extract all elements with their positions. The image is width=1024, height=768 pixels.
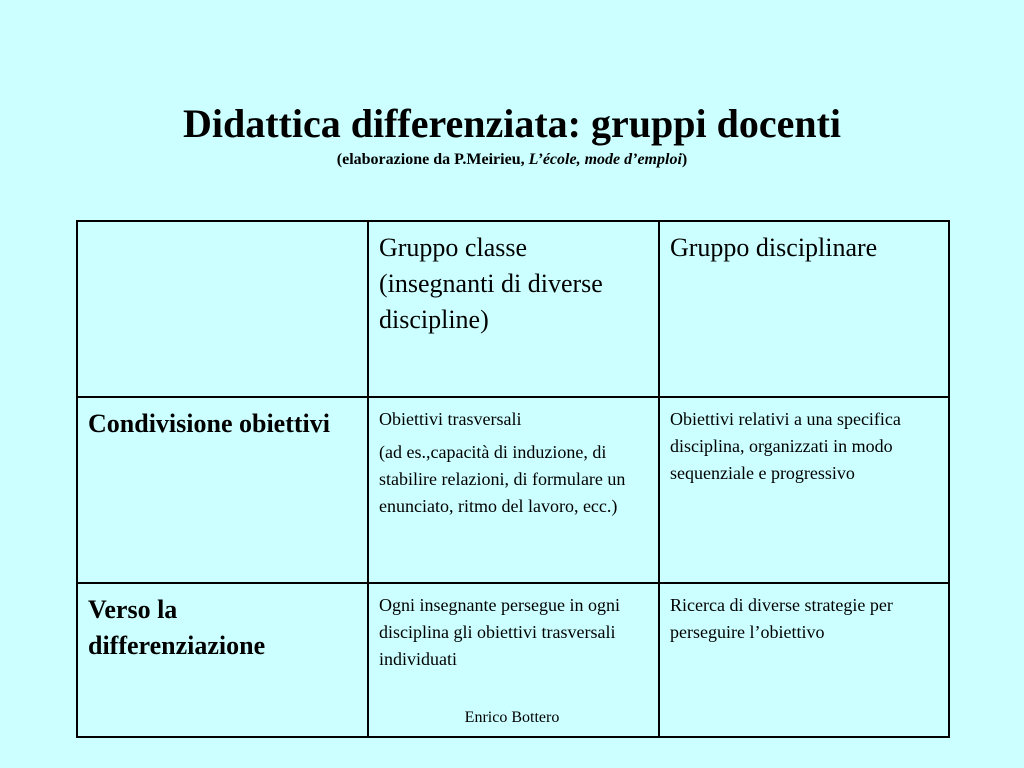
subtitle-text: elaborazione da P.Meirieu, [342, 151, 529, 168]
header-gruppo-classe-text: Gruppo classe (insegnanti di diverse discipline) [379, 233, 603, 334]
cell-text-ricerca-strategie: Ricerca di diverse strategie per perseguire l’obiettivo [670, 595, 893, 642]
row-label-differenziazione: Verso la differenziazione [88, 595, 266, 660]
table-row [77, 397, 949, 583]
cell-text-ogni-insegnante: Ogni insegnante persegue in ogni disciplina gli obiettivi trasversali individuati [379, 595, 620, 669]
cell-gruppo-disciplinare [659, 583, 949, 737]
comparison-table [76, 220, 950, 738]
cell-text-obiettivi-trasversali: Obiettivi trasversali [379, 409, 522, 429]
slide-subtitle [0, 150, 1024, 170]
row-label-cell [77, 583, 368, 737]
slide-title: Didattica differenziata: gruppi docenti [182, 101, 842, 146]
subtitle-italic-title: L’école, mode d’emploi [528, 151, 682, 168]
table-header-row [77, 221, 949, 397]
cell-text-obiettivi-relativi: Obiettivi relativi a una specifica disciplina, organizzati in modo sequenziale e progressivo [670, 409, 901, 483]
header-gruppo-classe [368, 221, 659, 397]
cell-gruppo-disciplinare [659, 397, 949, 583]
row-label-cell [77, 397, 368, 583]
header-corner-cell [77, 221, 368, 397]
cell-text-esempi: (ad es.,capacità di induzione, di stabilire relazioni, di formulare un enunciato, ritmo del lavoro, ecc.) [379, 442, 626, 516]
subtitle-open-paren: ( [336, 151, 343, 168]
cell-gruppo-classe [368, 397, 659, 583]
footer-author: Enrico Bottero [464, 709, 560, 726]
header-gruppo-disciplinare [659, 221, 949, 397]
row-label-condivisione: Condivisione obiettivi [88, 409, 330, 438]
header-gruppo-disciplinare-text: Gruppo disciplinare [670, 233, 878, 262]
subtitle-close-paren: ) [681, 151, 688, 168]
